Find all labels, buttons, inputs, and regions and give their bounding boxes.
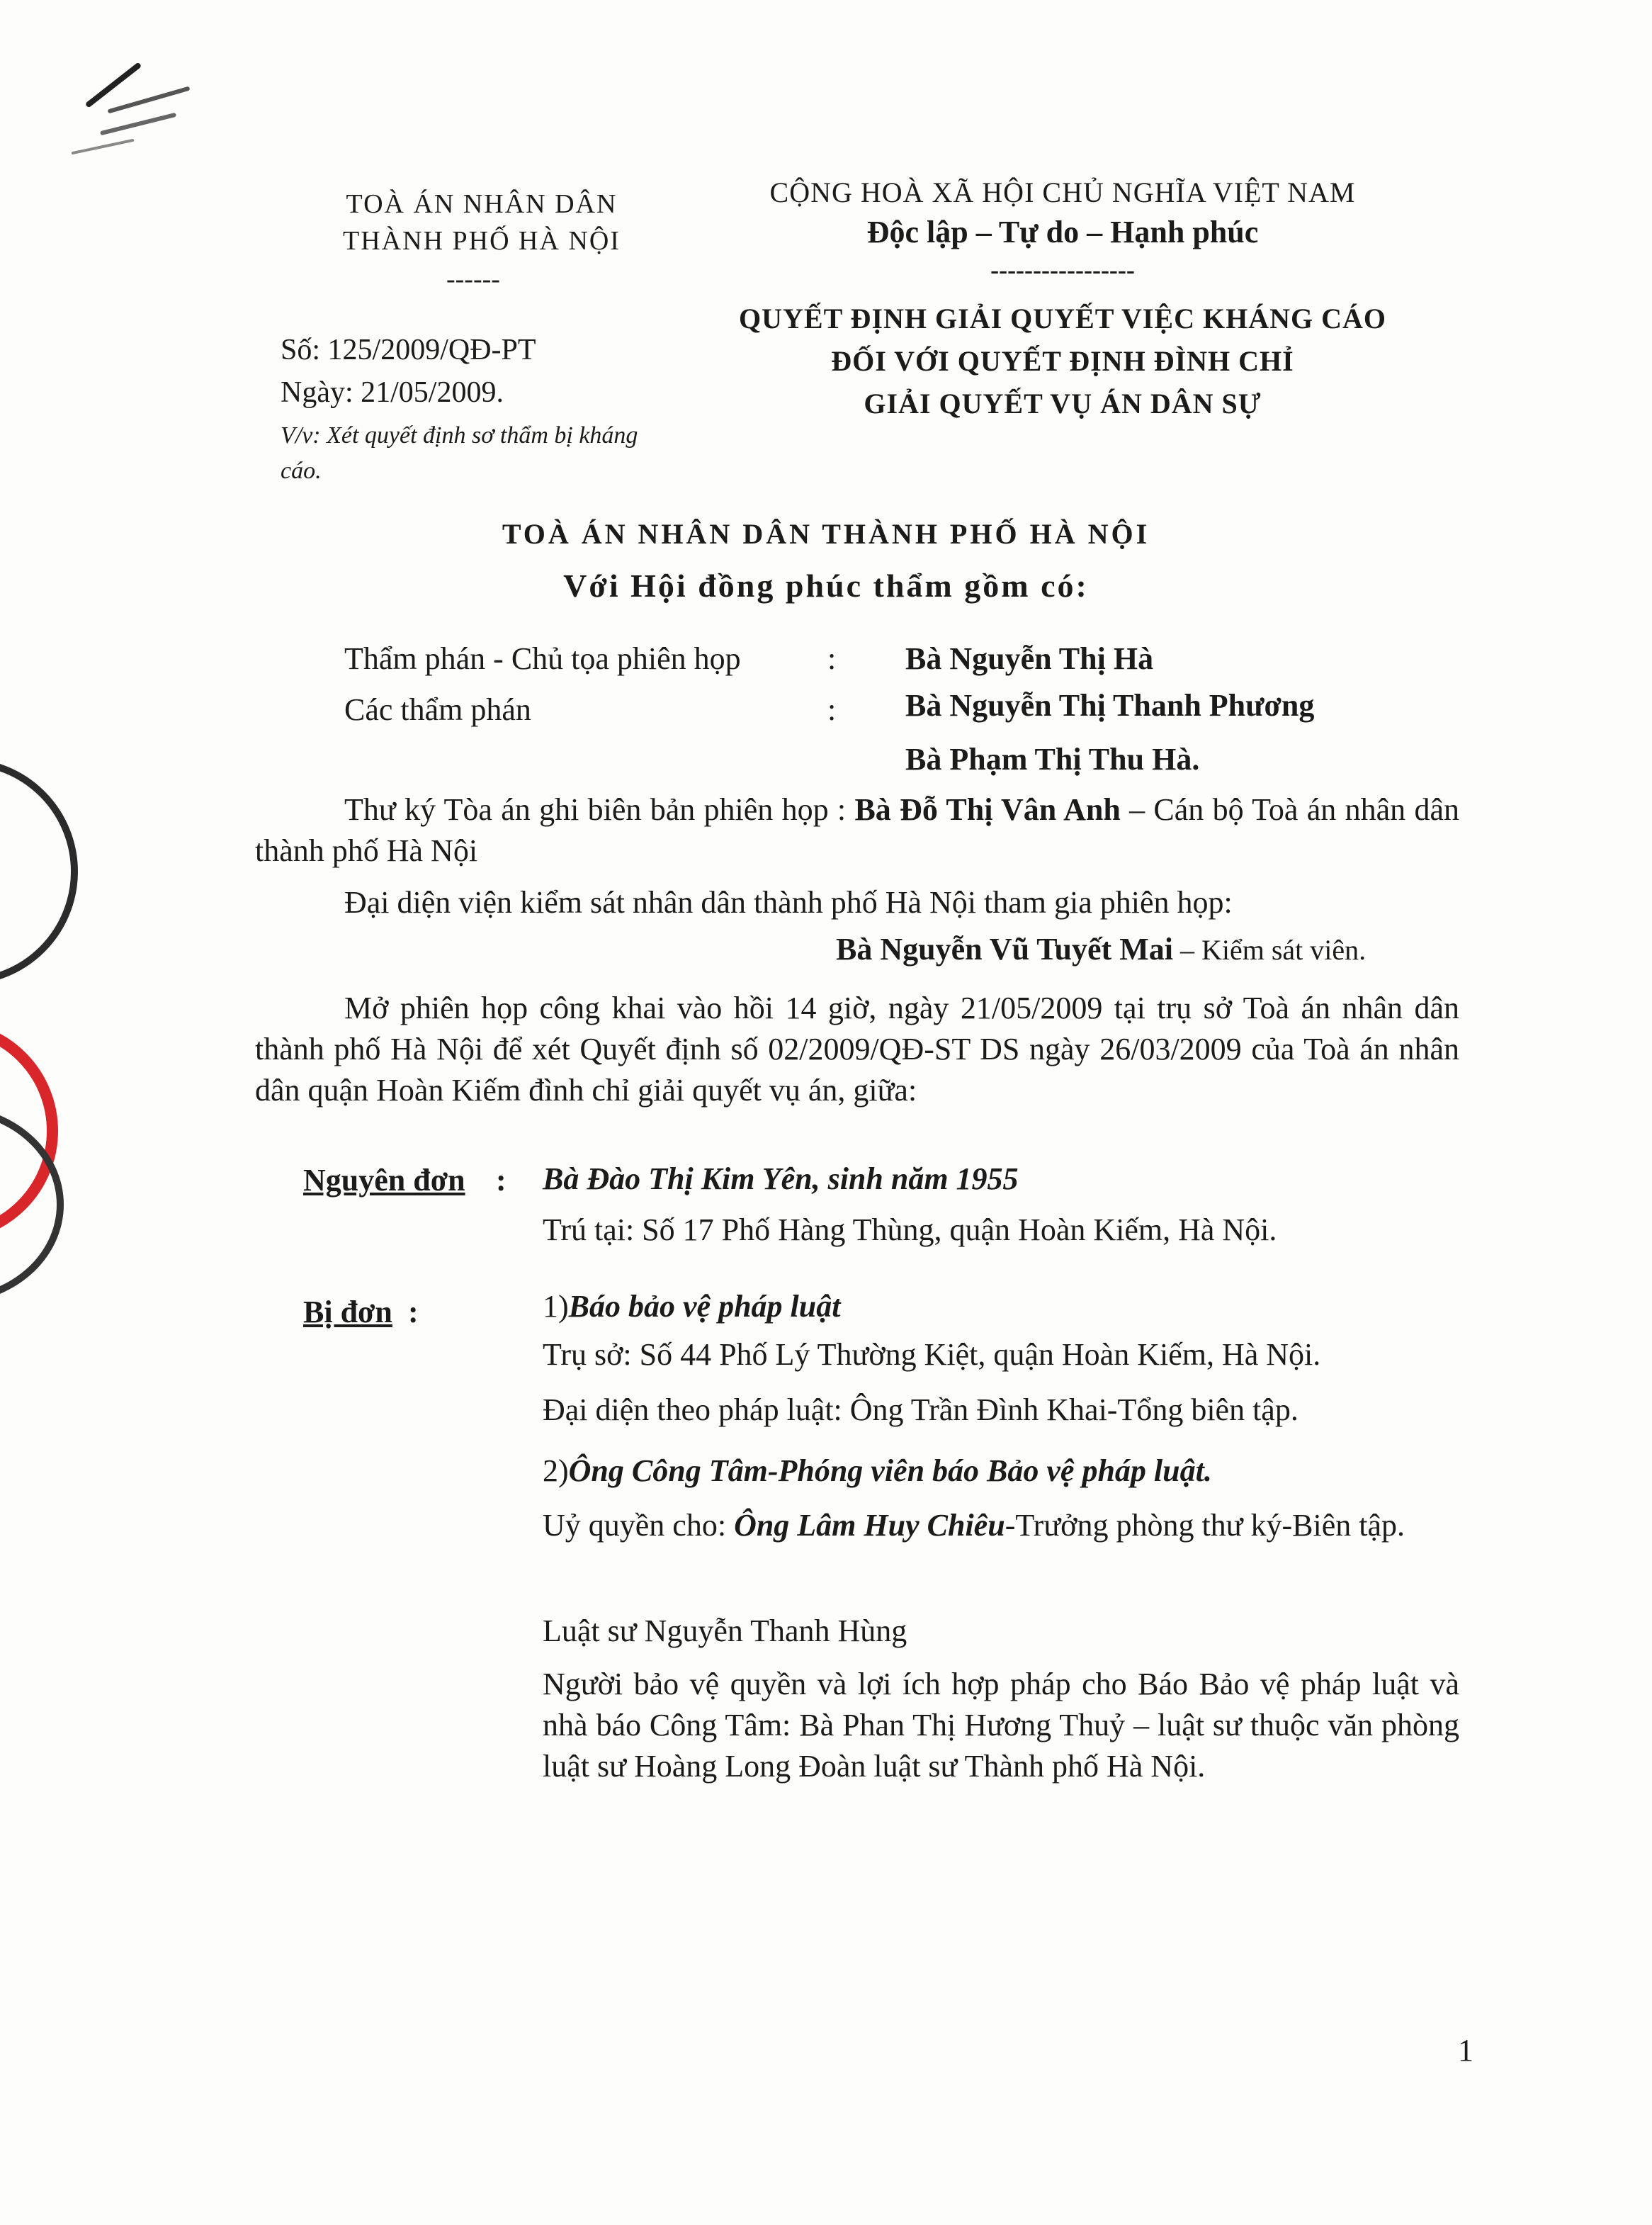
plaintiff-label (303, 1162, 465, 1198)
clerk-lead: Thư ký Tòa án ghi biên bản phiên họp : (344, 792, 847, 827)
judge-name-2: Bà Phạm Thị Thu Hà. (905, 742, 1200, 777)
decision-title-line1: QUYẾT ĐỊNH GIẢI QUYẾT VIỆC KHÁNG CÁO (739, 303, 1386, 334)
defendant-item-1 (543, 1288, 840, 1324)
decision-title (708, 298, 1417, 425)
defendant-label-text: Bị đơn (303, 1295, 392, 1329)
defendant-item-2 (543, 1453, 1212, 1489)
opening-paragraph: Mở phiên họp công khai vào hồi 14 giờ, ngày 21/05/2009 tại trụ sở Toà án nhân dân thành phố Hà Nội để xét Quyết định số 02/2009/QĐ-ST DS ngày 26/03/2009 của Toà án nhân dân quận Hoàn Kiếm đình chỉ giải quyết vụ án, giữa: (255, 991, 1459, 1108)
clerk-paragraph (255, 789, 1459, 872)
defendant-item-1-representative: Đại diện theo pháp luật: Ông Trần Đình Khai-Tổng biên tập. (543, 1392, 1299, 1427)
procuracy-name: Bà Nguyễn Vũ Tuyết Mai (836, 932, 1173, 967)
defendant-proxy (543, 1505, 1459, 1546)
defendant-item-1-name: Báo bảo vệ pháp luật (568, 1289, 841, 1324)
presiding-judge-role: Thẩm phán - Chủ tọa phiên họp (344, 641, 741, 676)
proxy-name: Ông Lâm Huy Chiêu (734, 1508, 1005, 1543)
defendant-item-2-number: 2) (543, 1453, 569, 1488)
judges-colon: : (827, 692, 837, 727)
seal-stamp-black (0, 758, 78, 985)
reference-date: Ngày: 21/05/2009. (281, 376, 504, 409)
defendant-item-1-number: 1) (543, 1289, 569, 1324)
decision-title-line3: GIẢI QUYẾT VỤ ÁN DÂN SỰ (864, 388, 1262, 419)
clerk-tail: – Cán bộ Toà án nhân dân thành phố Hà Nội (255, 792, 1459, 868)
reference-subject: V/v: Xét quyết định sơ thẩm bị kháng cáo. (281, 422, 638, 484)
issuing-court (269, 186, 694, 259)
proxy-tail: -Trưởng phòng thư ký-Biên tập. (1005, 1508, 1405, 1543)
defendant-item-1-address: Trụ sở: Số 44 Phố Lý Thường Kiệt, quận Hoàn Kiếm, Hà Nội. (543, 1337, 1321, 1372)
republic-title: CỘNG HOÀ XÃ HỘI CHỦ NGHĨA VIỆT NAM (769, 176, 1356, 208)
plaintiff-colon: : (496, 1163, 507, 1198)
right-separator: ----------------- (990, 256, 1135, 284)
issuing-court-line2: THÀNH PHỐ HÀ NỘI (343, 226, 621, 256)
decision-title-line2: ĐỐI VỚI QUYẾT ĐỊNH ĐÌNH CHỈ (831, 345, 1294, 377)
defendant-defender: Người bảo vệ quyền và lợi ích hợp pháp cho Báo Bảo vệ pháp luật và nhà báo Công Tâm: Bà Phan Thị Hương Thuỷ – luật sư thuộc văn phòng luật sư Hoàng Long Đoàn luật sư Thành phố Hà Nội. (543, 1667, 1459, 1784)
procuracy-title: – Kiểm sát viên. (1172, 934, 1367, 966)
procuracy-representative (836, 931, 1366, 967)
procuracy-lead: Đại diện viện kiểm sát nhân dân thành phố Hà Nội tham gia phiên họp: (344, 885, 1233, 920)
panel-intro: Với Hội đồng phúc thẩm gồm có: (563, 568, 1089, 604)
presiding-colon: : (827, 641, 837, 676)
plaintiff-address: Trú tại: Số 17 Phố Hàng Thùng, quận Hoàn Kiếm, Hà Nội. (543, 1212, 1277, 1247)
presiding-judge-name: Bà Nguyễn Thị Hà (905, 641, 1154, 676)
defendant-item-2-name: Ông Công Tâm-Phóng viên báo Bảo vệ pháp luật. (568, 1453, 1212, 1488)
plaintiff-name: Bà Đào Thị Kim Yên, sinh năm 1955 (543, 1161, 1019, 1196)
defendant-lawyer: Luật sư Nguyễn Thanh Hùng (543, 1613, 907, 1648)
court-title: TOÀ ÁN NHÂN DÂN THÀNH PHỐ HÀ NỘI (502, 518, 1150, 550)
reference-number: Số: 125/2009/QĐ-PT (281, 334, 536, 366)
national-motto: Độc lập – Tự do – Hạnh phúc (866, 215, 1259, 249)
judge-name-1: Bà Nguyễn Thị Thanh Phương (905, 688, 1315, 723)
plaintiff-label-text: Nguyên đơn (303, 1163, 465, 1198)
left-separator: ------ (446, 264, 500, 294)
defendant-label (303, 1294, 392, 1330)
page-number: 1 (1458, 2033, 1473, 2068)
clerk-name: Bà Đỗ Thị Vân Anh (854, 792, 1121, 827)
defendant-colon: : (408, 1295, 419, 1329)
issuing-court-line1: TOÀ ÁN NHÂN DÂN (346, 189, 618, 219)
judges-role: Các thẩm phán (344, 692, 531, 727)
proxy-lead: Uỷ quyền cho: (543, 1508, 735, 1543)
